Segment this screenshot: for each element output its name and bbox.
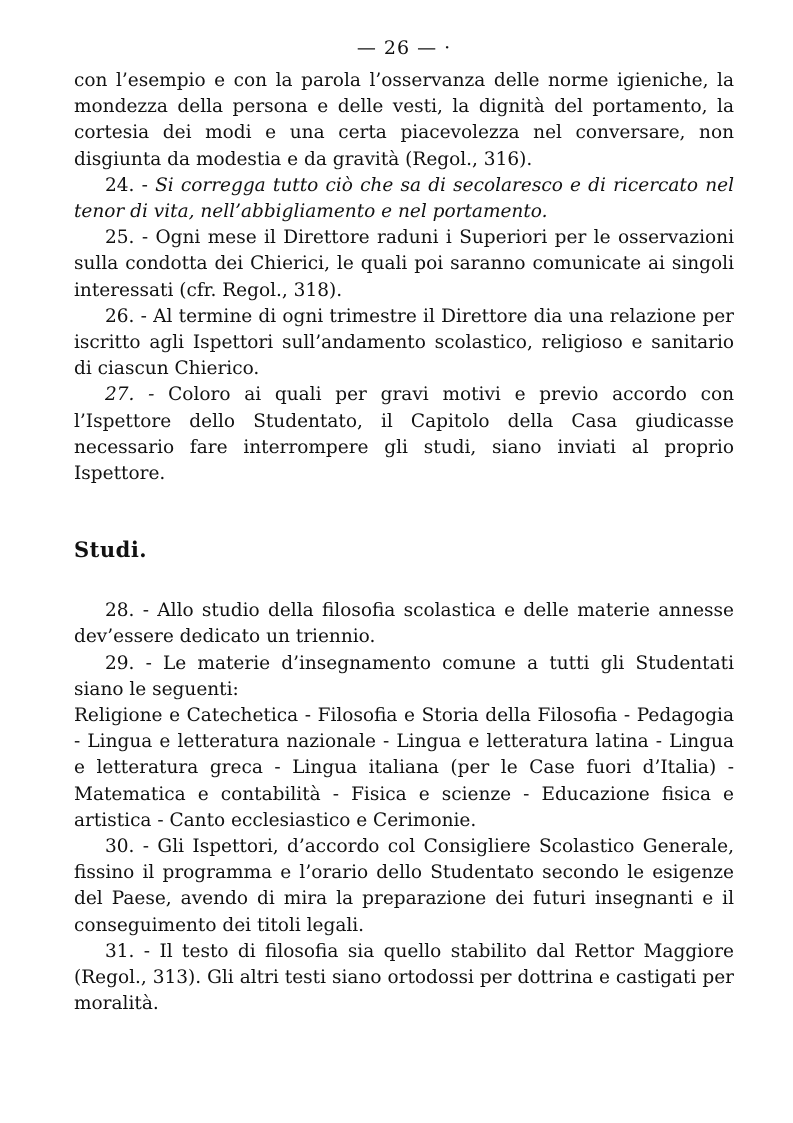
article-24-text: Si corregga tutto ciò che sa di secolaresco e di ricercato nel tenor di vita, nell’abbigliamento e nel portamento.: [74, 174, 734, 223]
article-24: [74, 173, 734, 225]
article-30-number: 30. -: [105, 836, 150, 858]
article-30-text: Gli Ispettori, d’accordo col Consigliere Scolastico Generale, fissino il programma e l’orario dello Studentato secondo le esigenze del Paese, avendo di mira la preparazione dei futuri insegnanti e il conseguimento dei titoli legali.: [74, 836, 734, 936]
article-31: [74, 939, 734, 1018]
article-29: [74, 651, 734, 703]
article-25-text: Ogni mese il Direttore raduni i Superiori per le osservazioni sulla condotta dei Chierici, le quali poi saranno comunicate ai singoli interessati (cfr. Regol., 318).: [74, 227, 734, 301]
article-30: [74, 834, 734, 939]
article-27-text: Coloro ai quali per gravi motivi e previo accordo con l’Ispettore dello Studentato, il Capitolo della Casa giudicasse necessario fare interrompere gli studi, siano inviati al proprio Ispettore.: [74, 384, 734, 485]
intro-paragraph: con l’esempio e con la parola l’osservanza delle norme igieniche, la mondezza della persona e delle vesti, la dignità del portamento, la cortesia dei modi e una certa piacevolezza nel conversare, non disgiunta da modestia e da gravità (Regol., 316).: [74, 70, 734, 170]
article-26-text: Al termine di ogni trimestre il Direttore dia una relazione per iscritto agli Ispettori sull’andamento scolastico, religioso e sanitario di ciascun Chierico.: [74, 305, 735, 380]
article-24-number: 24. -: [105, 174, 148, 196]
article-26-number: 26. -: [105, 305, 147, 327]
article-28: [74, 598, 734, 650]
article-28-number: 28. -: [105, 600, 149, 622]
article-28-text: Allo studio della filosofia scolastica e delle materie annesse dev’essere dedicato un triennio.: [74, 600, 734, 648]
article-27: [74, 382, 734, 487]
article-27-number: 27. -: [105, 384, 155, 406]
document-page: [74, 36, 734, 1018]
article-25-number: 25. -: [105, 227, 149, 249]
article-29-text: Le materie d’insegnamento comune a tutti gli Studentati siano le seguenti:: [74, 652, 734, 700]
article-31-text: Il testo di filosofia sia quello stabilito dal Rettor Maggiore (Regol., 313). Gli altri testi siano ortodossi per dottrina e castigati per moralità.: [74, 940, 734, 1015]
article-31-number: 31. -: [105, 940, 151, 962]
article-29-subject-list: Religione e Catechetica - Filosofia e Storia della Filosofia - Pedagogia - Lingua e letteratura nazionale - Lingua e letteratura latina - Lingua e letteratura greca - Lingua italiana (per le Case fuori d’Italia) - Matematica e contabilità - Fisica e scienze - Educazione fisica e artistica - Canto ecclesiastico e Cerimonie.: [74, 705, 734, 831]
page-number: — 26 — ·: [356, 37, 452, 59]
article-29-number: 29. -: [105, 652, 152, 674]
section-title: Studi.: [74, 537, 148, 563]
article-25: [74, 225, 734, 304]
article-26: [74, 304, 734, 383]
